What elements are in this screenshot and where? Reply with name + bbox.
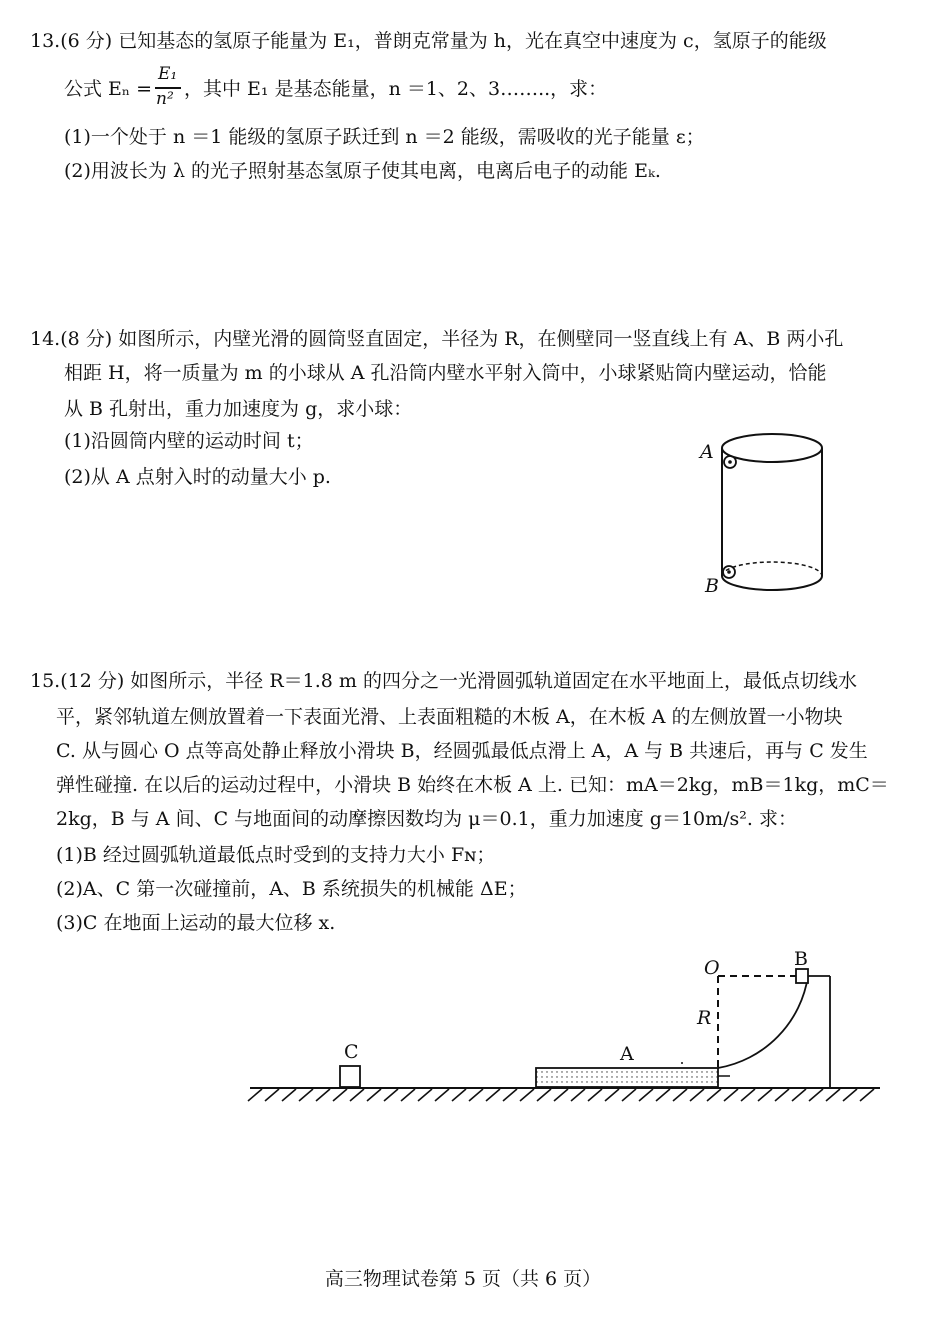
q13-line2-prefix: 公式 Eₙ = [64, 78, 153, 100]
hatch-line [656, 1089, 670, 1101]
hatch-line [452, 1089, 466, 1101]
label-o: O [704, 957, 720, 979]
hatch-line [333, 1089, 347, 1101]
hatch-line [265, 1089, 279, 1101]
q15-part2: (2)A、C 第一次碰撞前，A、B 系统损失的机械能 ΔE； [56, 878, 527, 900]
cylinder-figure [698, 434, 822, 597]
hatch-line [809, 1089, 823, 1101]
hatch-line [401, 1089, 415, 1101]
cylinder-label-b: B [705, 575, 719, 597]
hatch-line [826, 1089, 840, 1101]
q13-part2: (2)用波长为 λ 的光子照射基态氢原子使其电离，电离后电子的动能 Eₖ. [64, 160, 661, 182]
label-b: B [794, 948, 808, 970]
q13-fraction-numerator: E₁ [158, 64, 178, 84]
q15-part1: (1)B 经过圆弧轨道最低点时受到的支持力大小 Fɴ； [56, 844, 496, 866]
hatch-line [316, 1089, 330, 1101]
q14-line1: 14.(8 分) 如图所示，内壁光滑的圆筒竖直固定，半径为 R，在侧壁同一竖直线上有 A、B 两小孔 [30, 328, 844, 350]
q15-line5: 2kg，B 与 A 间、C 与地面间的动摩擦因数均为 μ＝0.1，重力加速度 g＝10m/s². 求： [56, 808, 797, 830]
hatch-line [248, 1089, 262, 1101]
q14-line3: 从 B 孔射出，重力加速度为 g，求小球： [64, 398, 413, 420]
hatch-line [367, 1089, 381, 1101]
q15-line3: C. 从与圆心 O 点等高处静止释放小滑块 B，经圆弧最低点滑上 A，A 与 B 共速后，再与 C 发生 [56, 740, 868, 762]
board-a [536, 1068, 718, 1087]
q13-line1: 13.(6 分) 已知基态的氢原子能量为 E₁，普朗克常量为 h，光在真空中速度为 c，氢原子的能级 [30, 30, 827, 52]
hatch-line [707, 1089, 721, 1101]
hatch-line [350, 1089, 364, 1101]
q13-line2-suffix: ，其中 E₁ 是基态能量，n ＝1、2、3……..，求： [184, 78, 608, 100]
hatch-line [282, 1089, 296, 1101]
hatch-line [435, 1089, 449, 1101]
ground-hatching [248, 1089, 874, 1101]
cylinder-bottom-back-arc [722, 562, 822, 576]
hatch-line [503, 1089, 517, 1101]
hatch-line [299, 1089, 313, 1101]
q15-part3: (3)C 在地面上运动的最大位移 x. [56, 912, 336, 934]
block-c [340, 1066, 360, 1087]
page-footer: 高三物理试卷第 5 页（共 6 页） [324, 1268, 602, 1290]
hatch-line [622, 1089, 636, 1101]
hatch-line [605, 1089, 619, 1101]
track-figure [248, 948, 880, 1101]
hatch-line [554, 1089, 568, 1101]
q14-line2: 相距 H，将一质量为 m 的小球从 A 孔沿筒内壁水平射入筒中，小球紧贴筒内壁运动，恰能 [64, 362, 827, 384]
block-b [796, 969, 808, 983]
hatch-line [469, 1089, 483, 1101]
hatch-line [571, 1089, 585, 1101]
hatch-line [775, 1089, 789, 1101]
label-a: A [620, 1043, 634, 1065]
cylinder-label-a: A [700, 441, 714, 463]
hatch-line [758, 1089, 772, 1101]
hatch-line [843, 1089, 857, 1101]
q14-part2: (2)从 A 点射入时的动量大小 p. [64, 466, 331, 488]
cylinder-top-ellipse [722, 434, 822, 462]
hatch-line [673, 1089, 687, 1101]
stray-dot [681, 1062, 683, 1064]
cylinder-bottom-front-arc [722, 576, 822, 590]
hatch-line [724, 1089, 738, 1101]
hatch-line [792, 1089, 806, 1101]
hatch-line [537, 1089, 551, 1101]
hatch-line [384, 1089, 398, 1101]
hatch-line [741, 1089, 755, 1101]
hatch-line [860, 1089, 874, 1101]
label-c: C [344, 1041, 359, 1063]
q13-fraction-denominator: n² [156, 89, 174, 109]
hatch-line [418, 1089, 432, 1101]
hatch-line [639, 1089, 653, 1101]
q13-part1: (1)一个处于 n ＝1 能级的氢原子跃迁到 n ＝2 能级，需吸收的光子能量 ε； [64, 126, 705, 148]
hatch-line [690, 1089, 704, 1101]
q15-line1: 15.(12 分) 如图所示，半径 R＝1.8 m 的四分之一光滑圆弧轨道固定在水平地面上，最低点切线水 [30, 670, 857, 692]
hatch-line [520, 1089, 534, 1101]
q15-line2: 平，紧邻轨道左侧放置着一下表面光滑、上表面粗糙的木板 A，在木板 A 的左侧放置一小物块 [56, 706, 843, 728]
q14-part1: (1)沿圆筒内壁的运动时间 t； [64, 430, 314, 452]
label-r: R [697, 1007, 712, 1029]
hatch-line [588, 1089, 602, 1101]
q15-line4: 弹性碰撞. 在以后的运动过程中，小滑块 B 始终在木板 A 上. 已知：mA＝2kg，mB＝1kg，mC＝ [56, 774, 889, 796]
arc-track-inner [718, 976, 808, 1068]
hatch-line [486, 1089, 500, 1101]
